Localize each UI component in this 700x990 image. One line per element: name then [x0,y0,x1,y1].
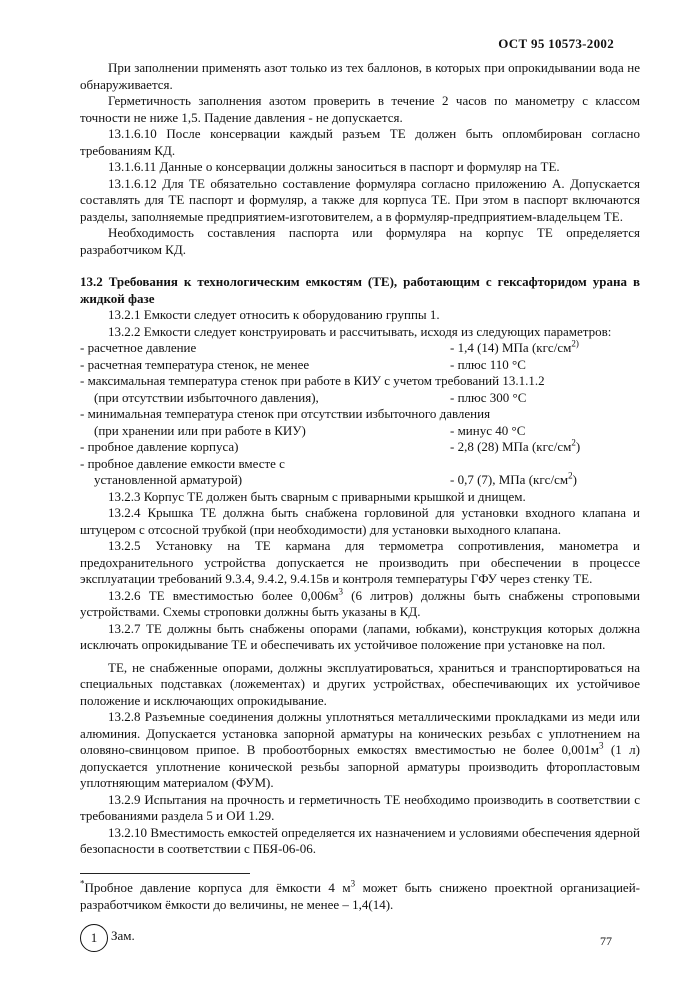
param-label: - расчетное давление [80,340,197,355]
document-code: ОСТ 95 10573-2002 [498,36,614,51]
paragraph: 13.2.7 ТЕ должны быть снабжены опорами (лапами, юбками), конструкция которых должна исключать опрокидывание ТЕ и обеспечивать их устойчивое положение при установке на пол. [80,620,640,652]
param-value: - плюс 300 °С [450,389,527,405]
param-row [80,439,640,456]
paragraph: 13.2.5 Установку на ТЕ кармана для термометра сопротивления, манометра и предохранительного устройства допускается не производить при обеспечении в процессе эксплуатации требований 9.3.4, 9.4.2, 9.4.15в и контроля температуры ГФУ через стенку ТЕ. [80,538,640,586]
param-label: - пробное давление корпуса) [80,439,239,454]
paragraph: 13.2.10 Вместимость емкостей определяется их назначением и условиями обеспечения ядерной безопасности в соответствии с ПБЯ-06-06. [80,824,640,856]
param-row [80,340,640,357]
section-title: 13.2 Требования к технологическим емкостям (ТЕ), работающим с гексафторидом урана в жидкой фазе [80,274,640,306]
paragraph: Необходимость составления паспорта или формуляра на корпус ТЕ определяется разработчиком КД. [80,225,640,257]
paragraph: 13.2.9 Испытания на прочность и герметичность ТЕ необходимо производить в соответствии с требованиями раздела 5 и ОИ 1.29. [80,791,640,823]
param-label: - расчетная температура стенок, не менее [80,356,310,372]
paragraph: 13.2.2 Емкости следует конструировать и рассчитывать, исходя из следующих параметров: [108,323,612,339]
footnote-divider [80,873,250,874]
page-number: 77 [600,934,612,948]
document-body [80,60,640,858]
param-row [80,357,640,374]
param-label: (при отсутствии избыточного давления), [94,389,319,405]
change-label: Зам. [111,928,135,943]
paragraph: 13.2.8 Разъемные соединения должны уплотняться металлическими прокладками из меди или алюминия. Допускается установка запорной арматуры на конических резьбах с уплотнением на оловяно-свинцовом припое. В пробоотборных емкостях вместимостью не более $0,001м^3$ (1 л) допускается уплотнение конической резьбы запорной арматуры производить фторопластовым уплотняющим материалом (ФУМ). [80,709,640,790]
footnote: *Пробное давление корпуса для ёмкости 4 $м^3$ может быть снижено проектной организацией-разработчиком ёмкости до величины, не менее – 1,4(14). [80,878,640,912]
paragraph: 13.2.6 ТЕ вместимостью более $0,006м^3$ (6 литров) должны быть снабжены строповыми устройствами. Схемы строповки должны быть указаны в КД. [80,586,640,619]
paragraph: 13.2.3 Корпус ТЕ должен быть сварным с приварными крышкой и днищем. [108,488,526,504]
param-label: (при хранении или при работе в КИУ) [94,422,306,438]
param-value: - 1,4 (14) МПа ($кгс/см^{2)}$ [450,338,579,355]
paragraph: При заполнении применять азот только из тех баллонов, в которых при опрокидывании вода не обнаруживается. [80,60,640,92]
paragraph: 13.1.6.10 После консервации каждый разъем ТЕ должен быть опломбирован согласно требованиям КД. [80,126,640,158]
param-row [80,472,640,489]
param-line: - максимальная температура стенок при работе в КИУ с учетом требований 13.1.1.2 [80,373,545,388]
param-line: - минимальная температура стенок при отсутствии избыточного давления [80,406,491,421]
paragraph: 13.2.1 Емкости следует относить к оборудованию группы 1. [108,307,440,322]
param-value: - 0,7 (7), МПа $(кгс/см^2)$ [450,470,577,487]
param-value: - 2,8 (28) МПа $(кгс/см^2)$ [450,437,581,454]
paragraph: 13.2.4 Крышка ТЕ должна быть снабжена горловиной для установки входного клапана и штуцером с отсосной трубкой (при необходимости) для установки выходного клапана. [80,505,640,537]
param-label: установленной арматурой) [94,472,243,487]
change-number-badge: 1 [80,924,108,952]
param-value: - минус 40 °С [450,422,526,438]
paragraph: 13.1.6.11 Данные о консервации должны заноситься в паспорт и формуляр на ТЕ. [108,159,560,174]
param-row [80,390,640,407]
param-row [80,423,640,440]
param-value: - плюс 110 °С [450,356,526,372]
paragraph: 13.1.6.12 Для ТЕ обязательно составление формуляра согласно приложению А. Допускается составлять для ТЕ паспорт и формуляр, а также для корпуса ТЕ. При этом в паспорт включаются разделы, заполняемые предприятием-изготовителем, а в формуляр-предприятием-владельцем ТЕ. [80,175,640,224]
param-line: - пробное давление емкости вместе с [80,455,285,471]
paragraph: Герметичность заполнения азотом проверить в течение 2 часов по манометру с классом точности не ниже 1,5. Падение давления - не допускается. [80,93,640,125]
paragraph: ТЕ, не снабженные опорами, должны эксплуатироваться, храниться и транспортироваться на специальных подставках (ложементах) и других устройствах, обеспечивающих их устойчивое положение и исключающих опрокидывание. [80,659,640,708]
